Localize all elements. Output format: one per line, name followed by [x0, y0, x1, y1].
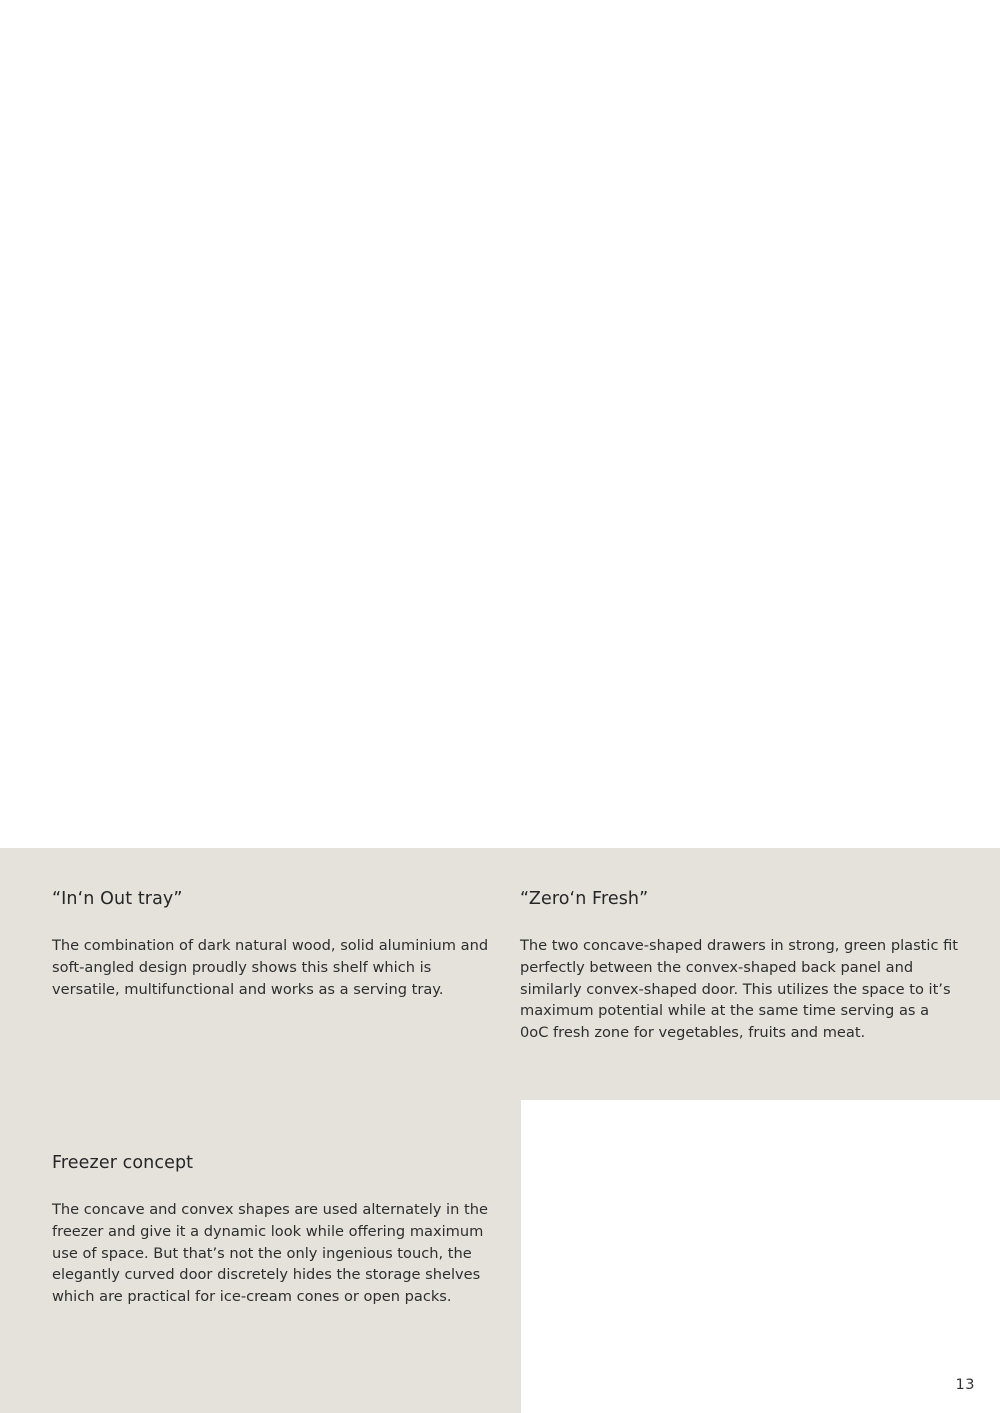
section-title: Freezer concept [52, 1153, 194, 1173]
section-body: The two concave-shaped drawers in strong, green plastic fit perfectly between the convex-shaped back panel and similarly convex-shaped door. This utilizes the space to it’s maximum potential while at the same time serving as a 0oC fresh zone for vegetables, fruits and meat. [520, 937, 959, 1042]
page-number: 13 [955, 1377, 975, 1393]
section-zero-n-fresh [520, 887, 960, 1044]
section-body: The combination of dark natural wood, solid aluminium and soft-angled design proudly shows this shelf which is versatile, multifunctional and works as a serving tray. [52, 937, 489, 998]
section-freezer-concept [52, 1151, 492, 1308]
section-body: The concave and convex shapes are used alternately in the freezer and give it a dynamic look while offering maximum use of space. But that’s not the only ingenious touch, the elegantly curved door discretely hides the storage shelves which are practical for ice-cream cones or open packs. [52, 1201, 488, 1306]
section-in-n-out-tray [52, 887, 492, 1000]
section-title: “Zero‘n Fresh” [520, 889, 649, 909]
section-title: “In‘n Out tray” [52, 889, 183, 909]
